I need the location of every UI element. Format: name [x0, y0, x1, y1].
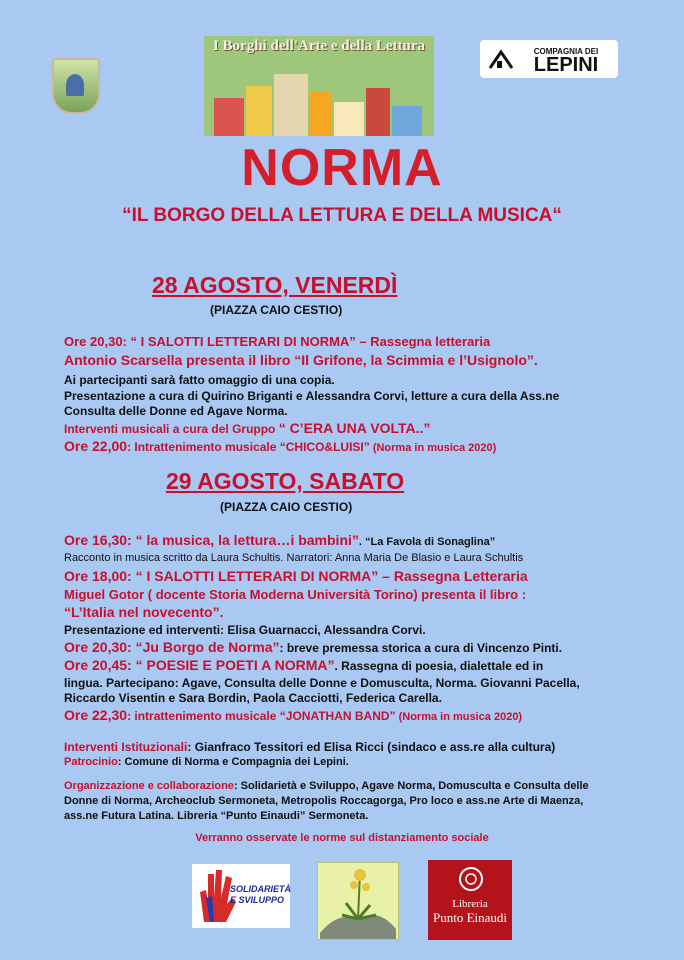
org-line-3: ass.ne Futura Latina. Libreria “Punto Einaudi” Sermoneta. [64, 810, 369, 822]
day2-line-2: Racconto in musica scritto da Laura Schultis. Narratori: Anna Maria De Blasio e Laura Schultis [64, 552, 524, 564]
borghi-logo [204, 36, 434, 136]
org-line-2: Donne di Norma, Archeoclub Sermoneta, Metropolis Roccagorga, Pro loco e ass.ne Arte di Maenza, [64, 795, 584, 807]
lepini-small-text: COMPAGNIA DEI [533, 47, 599, 56]
day1-line-7: Ore 22,00: Intrattenimento musicale “CHICO&LUISI” (Norma in musica 2020) [64, 438, 497, 454]
day1-line-2: Antonio Scarsella presenta il libro “Il Grifone, la Scimmia e l’Usignolo”. [64, 352, 538, 368]
agave-plant-icon [318, 863, 398, 939]
borghi-title: I Borghi dell'Arte e della Lettura [212, 38, 426, 54]
org-line-1: Organizzazione e collaborazione: Solidarietà e Sviluppo, Agave Norma, Domusculta e Consulta delle [64, 780, 589, 792]
libreria-label: Libreria [452, 898, 488, 910]
day1-line-3: Ai partecipanti sarà fatto omaggio di una copia. [64, 373, 335, 387]
istituzionali-line: Interventi Istituzionali: Gianfraco Tessitori ed Elisa Ricci (sindaco e ass.re alla cultura) [64, 740, 556, 754]
mountain-house-icon [488, 46, 514, 72]
day1-line-5: Consulta delle Donne ed Agave Norma. [64, 404, 288, 418]
day2-line-8: Ore 20,45: “ POESIE E POETI A NORMA”. Rassegna di poesia, dialettale ed in [64, 657, 544, 673]
page-subtitle: “IL BORGO DELLA LETTURA E DELLA MUSICA“ [122, 205, 562, 226]
day2-line-7: Ore 20,30: “Ju Borgo de Norma”: breve premessa storica a cura di Vincenzo Pinti. [64, 639, 563, 655]
day1-line-6: Interventi musicali a cura del Gruppo “ C’ERA UNA VOLTA..” [64, 420, 431, 436]
day2-line-10: Riccardo Visentin e Sara Bordin, Paola Cacciotti, Federica Carella. [64, 691, 442, 705]
solidarieta-logo [192, 864, 290, 928]
day2-line-4: Miguel Gotor ( docente Storia Moderna Università Torino) presenta il libro : [64, 587, 527, 602]
day2-place: (PIAZZA CAIO CESTIO) [220, 500, 353, 514]
patrocinio-line: Patrocinio: Comune di Norma e Compagnia dei Lepini. [64, 756, 349, 768]
day2-date: 29 AGOSTO, SABATO [166, 468, 405, 494]
day2-line-11: Ore 22,30: intrattenimento musicale “JONATHAN BAND” (Norma in musica 2020) [64, 707, 523, 723]
day1-line-4: Presentazione a cura di Quirino Briganti e Alessandra Corvi, letture a cura della Ass.ne [64, 389, 560, 403]
day1-line-1: Ore 20,30: “ I SALOTTI LETTERARI DI NORMA” – Rassegna letteraria [64, 334, 491, 349]
page-title: NORMA [241, 139, 443, 197]
compagnia-lepini-logo [480, 40, 618, 78]
solidarieta-text: SOLIDARIETÀ E SVILUPPO [230, 884, 292, 905]
day1-place: (PIAZZA CAIO CESTIO) [210, 303, 343, 317]
day2-line-1: Ore 16,30: “ la musica, la lettura…i bambini”. “La Favola di Sonaglina” [64, 532, 496, 548]
emblem-icon [458, 866, 484, 892]
lepini-big-text: LEPINI [533, 54, 599, 76]
norma-crest-logo [52, 58, 100, 114]
day1-date: 28 AGOSTO, VENERDÌ [152, 272, 398, 298]
punto-einaudi-label: Punto Einaudi [432, 910, 508, 925]
day2-line-6: Presentazione ed interventi: Elisa Guarnacci, Alessandra Corvi. [64, 623, 426, 637]
libreria-einaudi-logo [428, 860, 512, 940]
distancing-note: Verranno osservate le norme sul distanziamento sociale [195, 832, 489, 844]
agave-logo [317, 862, 399, 940]
day2-line-9: lingua. Partecipano: Agave, Consulta delle Donne e Domusculta, Norma. Giovanni Pacella, [64, 676, 580, 690]
day2-line-3: Ore 18,00: “ I SALOTTI LETTERARI DI NORMA” – Rassegna Letteraria [64, 568, 528, 584]
day2-line-5: “L’Italia nel novecento”. [64, 604, 224, 620]
